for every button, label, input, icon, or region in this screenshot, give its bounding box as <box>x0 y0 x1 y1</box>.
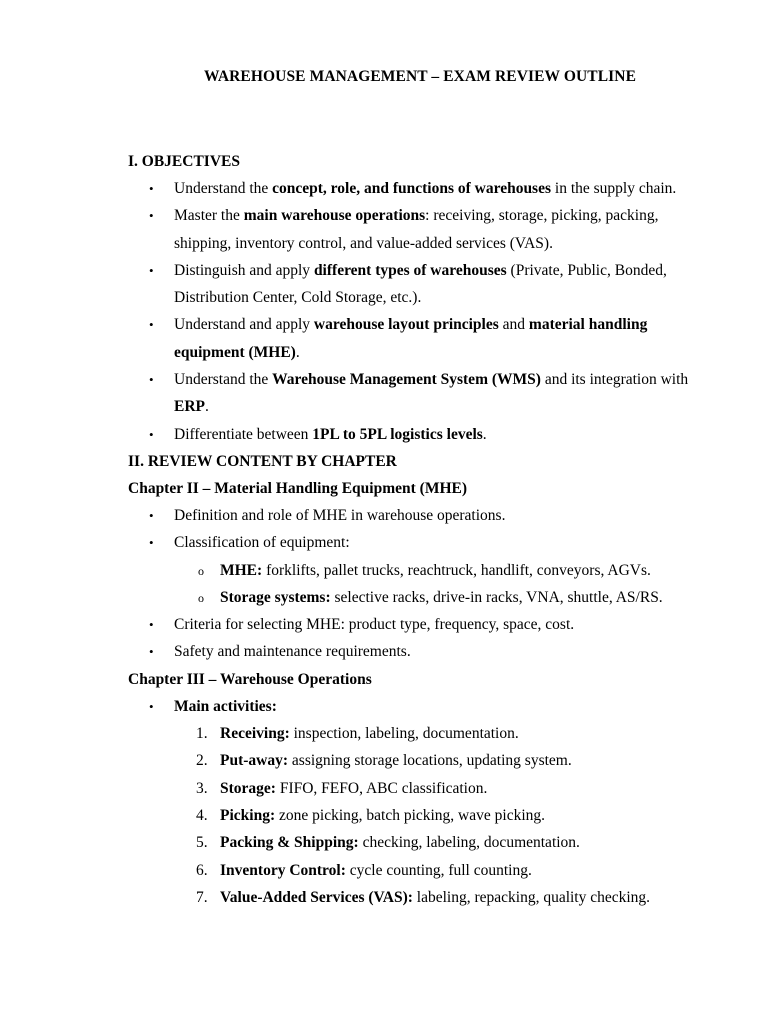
list-item: • Criteria for selecting MHE: product type, frequency, space, cost. <box>128 611 718 638</box>
activity-label: Receiving: <box>220 725 290 743</box>
activity-number: 3. <box>196 779 208 797</box>
objective-item <box>128 366 718 421</box>
activity-number: 4. <box>196 806 208 824</box>
sub-list-item <box>174 584 718 611</box>
activity-text: labeling, repacking, quality checking. <box>412 888 651 906</box>
objective-item <box>128 421 718 448</box>
activity-number: 2. <box>196 752 208 770</box>
objective-text: Differentiate between <box>174 425 313 443</box>
objective-text: . <box>482 425 487 443</box>
activity-item <box>174 747 718 774</box>
list-item-text: Classification of equipment: <box>174 534 350 552</box>
activity-number: 5. <box>196 834 208 852</box>
activity-label: Picking: <box>220 806 276 824</box>
objective-emphasis: ERP <box>174 398 205 416</box>
activity-number: 1. <box>196 725 208 743</box>
sub-item-text: forklifts, pallet trucks, reachtruck, handlift, conveyors, AGVs. <box>262 561 651 579</box>
list-item: • Safety and maintenance requirements. <box>128 638 718 665</box>
activity-label: Inventory Control: <box>220 861 346 879</box>
activity-text: checking, labeling, documentation. <box>358 834 580 852</box>
list-item: • Definition and role of MHE in warehouse operations. <box>128 502 718 529</box>
objective-emphasis: 1PL to 5PL logistics levels <box>312 425 483 443</box>
activity-number: 6. <box>196 861 208 879</box>
activity-item <box>174 775 718 802</box>
objective-text: Master the <box>174 207 244 225</box>
activity-item <box>174 857 718 884</box>
chapter2-heading: Chapter II – Material Handling Equipment (MHE) <box>128 479 468 497</box>
objective-item <box>128 311 718 366</box>
activity-text: FIFO, FEFO, ABC classification. <box>275 779 488 797</box>
activity-item <box>174 802 718 829</box>
objective-emphasis: different types of warehouses <box>313 261 507 279</box>
objective-text: and its integration with <box>540 371 689 389</box>
objective-emphasis: Warehouse Management System (WMS) <box>272 371 541 389</box>
review-heading: II. REVIEW CONTENT BY CHAPTER <box>128 452 397 470</box>
objective-emphasis: main warehouse operations <box>243 207 426 225</box>
objective-text: . <box>295 343 300 361</box>
activity-label: Value-Added Services (VAS): <box>220 888 413 906</box>
objective-text: in the supply chain. <box>551 180 677 197</box>
objective-text: Understand and apply <box>174 316 314 334</box>
objective-emphasis: warehouse layout principles <box>313 316 499 334</box>
activity-number: 7. <box>196 888 208 906</box>
activity-text: zone picking, batch picking, wave picking. <box>275 806 546 824</box>
objective-text: . <box>205 398 209 416</box>
objective-emphasis: concept, role, and functions of warehouses <box>272 180 552 197</box>
objective-item <box>128 257 718 312</box>
objective-text: (Private, Public, Bonded, Distribution Center, Cold Storage, etc.). <box>174 261 667 307</box>
activity-item <box>174 720 718 747</box>
objective-emphasis: material handling equipment (MHE) <box>174 316 648 361</box>
objective-item <box>128 175 718 202</box>
chapter3-list <box>128 693 718 911</box>
document-title: WAREHOUSE MANAGEMENT – EXAM REVIEW OUTLINE <box>203 68 637 85</box>
objective-text: and <box>498 316 529 334</box>
sub-list-item <box>174 557 718 584</box>
main-activities-label: Main activities: <box>174 697 277 715</box>
activity-label: Put-away: <box>220 752 289 770</box>
activity-label: Storage: <box>220 779 276 797</box>
objective-text: Distinguish and apply <box>174 261 314 279</box>
activity-text: cycle counting, full counting. <box>345 861 532 879</box>
classification-sublist <box>174 557 718 612</box>
sub-item-text: selective racks, drive-in racks, VNA, shuttle, AS/RS. <box>330 588 663 606</box>
objectives-list <box>128 175 718 448</box>
sub-item-label: Storage systems: <box>220 588 331 606</box>
document-body <box>128 148 718 911</box>
objective-item <box>128 202 718 257</box>
activity-text: assigning storage locations, updating system. <box>288 752 572 770</box>
objective-text: Understand the <box>174 180 273 197</box>
objective-text: Understand the <box>174 371 273 389</box>
list-item <box>128 693 718 911</box>
activity-text: inspection, labeling, documentation. <box>289 725 519 743</box>
objectives-heading: I. OBJECTIVES <box>128 153 240 170</box>
activity-item <box>174 884 718 911</box>
activity-item <box>174 829 718 856</box>
sub-item-label: MHE: <box>220 561 263 579</box>
activity-label: Packing & Shipping: <box>220 834 359 852</box>
chapter3-heading: Chapter III – Warehouse Operations <box>128 670 372 688</box>
chapter2-list <box>128 502 718 666</box>
activities-list <box>174 720 718 911</box>
list-item <box>128 529 718 611</box>
objective-text: : receiving, storage, picking, packing, shipping, inventory control, and value-added services (VAS). <box>174 207 659 252</box>
